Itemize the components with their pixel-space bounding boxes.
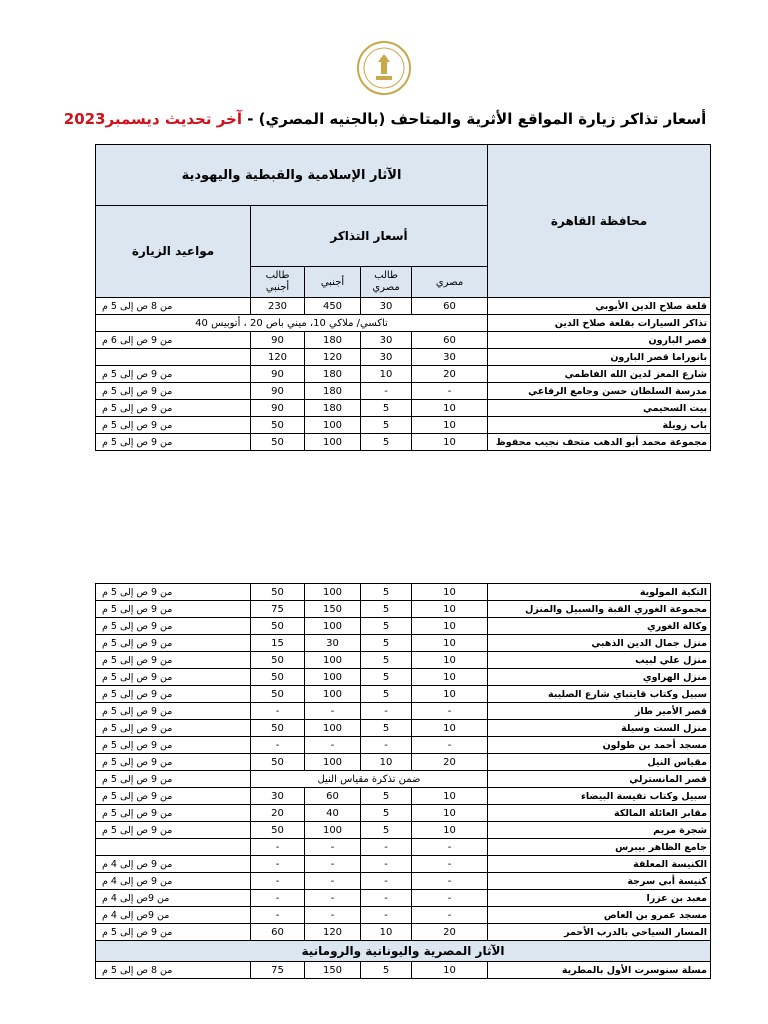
egyptian-student-price: 10 <box>361 924 412 941</box>
visiting-hours-cell: من 9 ص إلى 5 م <box>96 788 251 805</box>
site-name: مسجد عمرو بن العاص <box>488 907 711 924</box>
foreign-price: 100 <box>305 618 361 635</box>
visiting-hours-cell: من 9 ص إلى 5 م <box>96 703 251 720</box>
site-name: معبد بن عزرا <box>488 890 711 907</box>
visiting-hours-cell: من 9 ص إلى 5 م <box>96 754 251 771</box>
egyptian-price: 10 <box>412 652 488 669</box>
egyptian-student-price: 5 <box>361 434 412 451</box>
site-name: قصر الأمير طاز <box>488 703 711 720</box>
foreign-student-price: - <box>251 890 305 907</box>
foreign-price: 100 <box>305 417 361 434</box>
table-row <box>96 720 711 737</box>
visiting-hours-cell: من 9 ص إلى 5 م <box>96 669 251 686</box>
foreign-price: 40 <box>305 805 361 822</box>
foreign-student-price: 50 <box>251 754 305 771</box>
egyptian-student-price: - <box>361 907 412 924</box>
egyptian-student-price: 30 <box>361 349 412 366</box>
site-name: سبيل وكتاب نفيسة البيضاء <box>488 788 711 805</box>
visiting-hours-cell: من 8 ص إلى 5 م <box>96 962 251 979</box>
egyptian-student-price: - <box>361 873 412 890</box>
document-title <box>60 110 710 128</box>
table-row <box>96 788 711 805</box>
egyptian-price: 10 <box>412 434 488 451</box>
foreign-price: 60 <box>305 788 361 805</box>
egyptian-price: 60 <box>412 332 488 349</box>
visiting-hours-cell: من 8 ص إلى 5 م <box>96 298 251 315</box>
table-row <box>96 737 711 754</box>
foreign-student-price: 50 <box>251 720 305 737</box>
foreign-price: 100 <box>305 822 361 839</box>
site-name: كنيسة أبي سرجة <box>488 873 711 890</box>
foreign-student-price: 50 <box>251 652 305 669</box>
prices-table-bottom <box>95 583 711 979</box>
egyptian-price: 10 <box>412 788 488 805</box>
egyptian-price: - <box>412 383 488 400</box>
section-title-islamic: الآثار الإسلامية والقبطية واليهودية <box>96 145 488 206</box>
egyptian-student-price: 5 <box>361 400 412 417</box>
ticket-prices-header: أسعار التذاكر <box>251 206 488 267</box>
site-name: شجرة مريم <box>488 822 711 839</box>
visiting-hours-cell: من 9 ص إلى 5 م <box>96 635 251 652</box>
egyptian-price: 10 <box>412 417 488 434</box>
egyptian-student-price: 5 <box>361 788 412 805</box>
visiting-hours-cell: من 9 ص إلى 5 م <box>96 686 251 703</box>
egyptian-student-price: 5 <box>361 601 412 618</box>
egyptian-price: 10 <box>412 635 488 652</box>
egyptian-price: - <box>412 839 488 856</box>
foreign-student-price: 75 <box>251 962 305 979</box>
foreign-price: 120 <box>305 924 361 941</box>
visiting-hours-cell: من 9 ص إلى 5 م <box>96 805 251 822</box>
egyptian-price: - <box>412 873 488 890</box>
egyptian-student-price: 30 <box>361 298 412 315</box>
egyptian-student-price: 5 <box>361 686 412 703</box>
visiting-hours-cell: من 9 ص إلى 5 م <box>96 771 251 788</box>
egyptian-student-price: - <box>361 383 412 400</box>
foreign-price: 30 <box>305 635 361 652</box>
egyptian-price: 10 <box>412 618 488 635</box>
site-name: المسار السياحي بالدرب الأحمر <box>488 924 711 941</box>
site-name: شارع المعز لدين الله الفاطمي <box>488 366 711 383</box>
egyptian-price: 20 <box>412 366 488 383</box>
foreign-student-price: 60 <box>251 924 305 941</box>
site-name: مسجد أحمد بن طولون <box>488 737 711 754</box>
visiting-hours-cell <box>96 349 251 366</box>
visiting-hours-cell: من 9 ص إلى 5 م <box>96 417 251 434</box>
col-egyptian-student: طالب مصري <box>361 267 412 298</box>
foreign-price: - <box>305 856 361 873</box>
site-name: وكالة الغوري <box>488 618 711 635</box>
foreign-student-price: 50 <box>251 618 305 635</box>
visiting-hours-cell: من 9 ص إلى 6 م <box>96 332 251 349</box>
table-row <box>96 618 711 635</box>
foreign-student-price: 50 <box>251 584 305 601</box>
site-name: جامع الظاهر بيبرس <box>488 839 711 856</box>
site-name: منزل علي لبيب <box>488 652 711 669</box>
site-name: منزل الست وسيلة <box>488 720 711 737</box>
egyptian-student-price: - <box>361 839 412 856</box>
foreign-student-price: 230 <box>251 298 305 315</box>
foreign-price: 100 <box>305 669 361 686</box>
visiting-hours-cell: من 9 ص إلى 5 م <box>96 618 251 635</box>
foreign-student-price: 30 <box>251 788 305 805</box>
table-row <box>96 315 711 332</box>
egyptian-student-price: - <box>361 890 412 907</box>
egyptian-student-price: 5 <box>361 805 412 822</box>
egyptian-price: 10 <box>412 822 488 839</box>
egyptian-price: 10 <box>412 669 488 686</box>
egyptian-student-price: 5 <box>361 618 412 635</box>
foreign-price: 180 <box>305 366 361 383</box>
included-ticket-cell: ضمن تذكرة مقياس النيل <box>251 771 488 788</box>
site-name: مجموعة محمد أبو الدهب متحف نجيب محفوظ <box>488 434 711 451</box>
site-name: قلعة صلاح الدين الأيوبي <box>488 298 711 315</box>
visiting-hours-cell: من 9 ص إلى 5 م <box>96 720 251 737</box>
site-name: تذاكر السيارات بقلعة صلاح الدين <box>488 315 711 332</box>
egyptian-student-price: 10 <box>361 754 412 771</box>
col-egyptian: مصري <box>412 267 488 298</box>
site-name: مقابر العائلة المالكة <box>488 805 711 822</box>
site-name: قصر المانسترلي <box>488 771 711 788</box>
foreign-price: 180 <box>305 383 361 400</box>
table-row <box>96 601 711 618</box>
governorate-header: محافظة القاهرة <box>488 145 711 298</box>
egyptian-student-price: 5 <box>361 669 412 686</box>
site-name: بيت السحيمي <box>488 400 711 417</box>
title-year: 2023 <box>63 110 106 128</box>
visiting-hours-cell: من 9 ص إلى 5 م <box>96 822 251 839</box>
foreign-student-price: 75 <box>251 601 305 618</box>
visiting-hours-cell: من 9 ص إلى 5 م <box>96 652 251 669</box>
foreign-student-price: - <box>251 839 305 856</box>
foreign-student-price: 90 <box>251 332 305 349</box>
foreign-price: - <box>305 873 361 890</box>
foreign-price: 100 <box>305 754 361 771</box>
visiting-hours-cell: من 9ص إلى 4 م <box>96 907 251 924</box>
table-row <box>96 856 711 873</box>
egyptian-price: 30 <box>412 349 488 366</box>
visiting-hours-cell: من 9 ص إلى 5 م <box>96 737 251 754</box>
egyptian-price: 10 <box>412 601 488 618</box>
egyptian-price: 10 <box>412 686 488 703</box>
table-row <box>96 434 711 451</box>
foreign-student-price: 90 <box>251 366 305 383</box>
foreign-student-price: 50 <box>251 434 305 451</box>
table-row <box>96 924 711 941</box>
foreign-student-price: 20 <box>251 805 305 822</box>
col-foreign-student: طالب أجنبي <box>251 267 305 298</box>
foreign-student-price: 15 <box>251 635 305 652</box>
site-name: مسلة سنوسرت الأول بالمطرية <box>488 962 711 979</box>
site-name: باب زويلة <box>488 417 711 434</box>
visiting-hours-cell: من 9 ص إلى 5 م <box>96 366 251 383</box>
foreign-student-price: 90 <box>251 383 305 400</box>
section-title-egyptian: الآثار المصرية واليونانية والرومانية <box>96 941 711 962</box>
foreign-student-price: 50 <box>251 822 305 839</box>
egyptian-price: 60 <box>412 298 488 315</box>
foreign-price: 100 <box>305 720 361 737</box>
egyptian-price: - <box>412 890 488 907</box>
site-name: قصر البارون <box>488 332 711 349</box>
table-row <box>96 383 711 400</box>
visiting-hours-cell: من 9ص إلى 4 م <box>96 890 251 907</box>
egyptian-student-price: 5 <box>361 962 412 979</box>
egyptian-student-price: 30 <box>361 332 412 349</box>
foreign-price: - <box>305 737 361 754</box>
visiting-hours-cell: من 9 ص إلى 4 م <box>96 873 251 890</box>
table-row <box>96 349 711 366</box>
foreign-student-price: 50 <box>251 417 305 434</box>
egyptian-price: 20 <box>412 924 488 941</box>
egyptian-price: - <box>412 907 488 924</box>
foreign-price: 100 <box>305 652 361 669</box>
foreign-price: 100 <box>305 434 361 451</box>
foreign-price: - <box>305 907 361 924</box>
visiting-hours-cell: من 9 ص إلى 4 م <box>96 856 251 873</box>
foreign-student-price: - <box>251 737 305 754</box>
site-name: التكية المولوية <box>488 584 711 601</box>
table-row <box>96 584 711 601</box>
prices-table-top <box>95 144 711 451</box>
egypt-ministry-seal-icon <box>356 40 412 96</box>
table-row <box>96 332 711 349</box>
egyptian-student-price: 5 <box>361 720 412 737</box>
table-row <box>96 771 711 788</box>
section-row <box>96 941 711 962</box>
table-row <box>96 822 711 839</box>
egyptian-student-price: 5 <box>361 584 412 601</box>
site-name: مجموعة الغوري القبة والسبيل والمنزل <box>488 601 711 618</box>
table-row <box>96 962 711 979</box>
foreign-price: - <box>305 839 361 856</box>
visiting-hours-cell: من 9 ص إلى 5 م <box>96 383 251 400</box>
foreign-price: 180 <box>305 332 361 349</box>
foreign-student-price: - <box>251 703 305 720</box>
table-row <box>96 366 711 383</box>
table-row <box>96 400 711 417</box>
foreign-student-price: - <box>251 907 305 924</box>
egyptian-student-price: 10 <box>361 366 412 383</box>
foreign-price: 180 <box>305 400 361 417</box>
site-name: سبيل وكتاب قايتباي شارع الصليبة <box>488 686 711 703</box>
foreign-student-price: 120 <box>251 349 305 366</box>
title-main: أسعار تذاكر زيارة المواقع الأثرية والمتاحف (بالجنيه المصري) - <box>247 110 707 128</box>
foreign-price: - <box>305 890 361 907</box>
table-row <box>96 839 711 856</box>
visiting-hours-cell: من 9 ص إلى 5 م <box>96 601 251 618</box>
egyptian-student-price: - <box>361 737 412 754</box>
table-row <box>96 417 711 434</box>
table-row <box>96 703 711 720</box>
egyptian-price: 10 <box>412 720 488 737</box>
egyptian-price: - <box>412 856 488 873</box>
site-name: مقياس النيل <box>488 754 711 771</box>
foreign-price: 100 <box>305 686 361 703</box>
table-row <box>96 805 711 822</box>
car-ticket-prices-cell: تاكسي/ ملاكي 10، ميني باص 20 ، أتوبيس 40 <box>96 315 488 332</box>
title-update: آخر تحديث ديسمبر <box>105 110 248 128</box>
egyptian-price: 10 <box>412 400 488 417</box>
table-row <box>96 298 711 315</box>
foreign-price: 150 <box>305 601 361 618</box>
egyptian-price: - <box>412 703 488 720</box>
foreign-student-price: 90 <box>251 400 305 417</box>
egyptian-student-price: 5 <box>361 652 412 669</box>
egyptian-student-price: 5 <box>361 635 412 652</box>
col-foreign: أجنبي <box>305 267 361 298</box>
visiting-hours-cell: من 9 ص إلى 5 م <box>96 434 251 451</box>
visiting-hours-cell: من 9 ص إلى 5 م <box>96 400 251 417</box>
foreign-price: - <box>305 703 361 720</box>
table-row <box>96 686 711 703</box>
site-name: الكنيسة المعلقة <box>488 856 711 873</box>
egyptian-student-price: - <box>361 703 412 720</box>
foreign-price: 450 <box>305 298 361 315</box>
table-row <box>96 907 711 924</box>
table-row <box>96 652 711 669</box>
site-name: بانوراما قصر البارون <box>488 349 711 366</box>
egyptian-price: 10 <box>412 805 488 822</box>
egyptian-student-price: 5 <box>361 417 412 434</box>
egyptian-price: - <box>412 737 488 754</box>
egyptian-student-price: - <box>361 856 412 873</box>
visiting-hours-header: مواعيد الزيارة <box>96 206 251 298</box>
foreign-student-price: - <box>251 856 305 873</box>
table-row <box>96 669 711 686</box>
visiting-hours-cell: من 9 ص إلى 5 م <box>96 924 251 941</box>
egyptian-student-price: 5 <box>361 822 412 839</box>
foreign-student-price: 50 <box>251 686 305 703</box>
egyptian-price: 10 <box>412 962 488 979</box>
table-row <box>96 873 711 890</box>
table-row <box>96 635 711 652</box>
site-name: منزل جمال الدين الذهبي <box>488 635 711 652</box>
foreign-price: 150 <box>305 962 361 979</box>
site-name: منزل الهراوي <box>488 669 711 686</box>
foreign-student-price: 50 <box>251 669 305 686</box>
foreign-price: 120 <box>305 349 361 366</box>
site-name: مدرسة السلطان حسن وجامع الرفاعي <box>488 383 711 400</box>
table-row <box>96 754 711 771</box>
foreign-price: 100 <box>305 584 361 601</box>
egyptian-price: 20 <box>412 754 488 771</box>
table-row <box>96 890 711 907</box>
foreign-student-price: - <box>251 873 305 890</box>
visiting-hours-cell <box>96 839 251 856</box>
egyptian-price: 10 <box>412 584 488 601</box>
visiting-hours-cell: من 9 ص إلى 5 م <box>96 584 251 601</box>
